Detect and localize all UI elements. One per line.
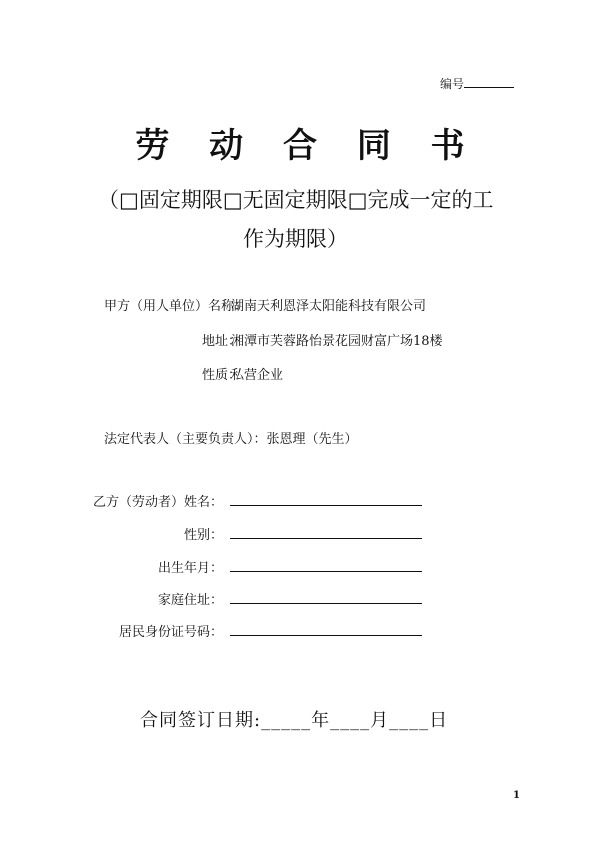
party-b-address-field[interactable] [230, 603, 422, 604]
document-number-label: 编号 [440, 77, 465, 91]
party-a-name: 湖南天利恩泽太阳能科技有限公司 [231, 299, 427, 314]
document-number [440, 75, 514, 92]
party-a-name-label: 甲方（用人单位）名称： [104, 299, 248, 314]
party-b-birth-field[interactable] [230, 571, 422, 572]
party-b-name-label: 乙方（劳动者）姓名： [92, 495, 223, 510]
party-b-name-field[interactable] [230, 505, 422, 506]
party-b-id-field[interactable] [230, 635, 422, 636]
signing-date: 合同签订日期:_____年____月____日 [140, 710, 449, 731]
party-a-address: 湘潭市芙蓉路怡景花园财富广场18楼 [231, 334, 443, 349]
party-b-gender-label: 性别： [183, 528, 223, 543]
party-a-nature: 私营企业 [231, 368, 284, 383]
party-a-nature-label: 性质： [202, 368, 242, 383]
party-b-address-label: 家庭住址： [157, 593, 223, 608]
contract-type-line-1: （□固定期限□无固定期限□完成一定的工 [98, 188, 494, 212]
legal-representative: 法定代表人（主要负责人）：张恩理（先生） [104, 432, 358, 447]
page-number: 1 [513, 790, 520, 801]
party-b-gender-field[interactable] [230, 538, 422, 539]
party-b-birth-label: 出生年月： [157, 561, 223, 576]
party-b-id-label: 居民身份证号码： [118, 625, 223, 640]
document-number-blank[interactable] [464, 75, 514, 88]
document-title: 劳 动 合 同 书 [135, 126, 479, 166]
contract-type-line-2: 作为期限） [243, 227, 348, 251]
party-a-address-label: 地址： [202, 334, 242, 349]
